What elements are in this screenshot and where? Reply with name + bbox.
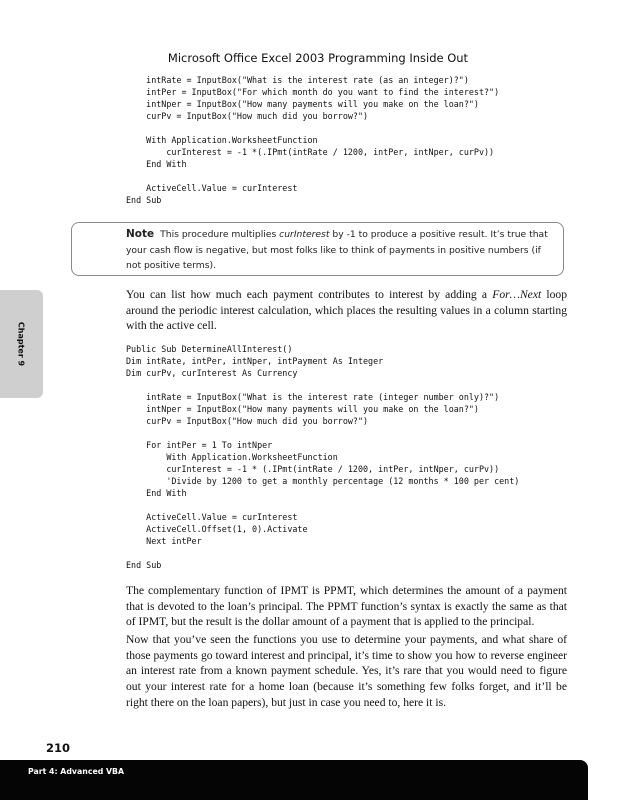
page-number: 210 bbox=[46, 741, 71, 755]
footer-part-label: Part 4: Advanced VBA bbox=[28, 767, 125, 776]
paragraph-for-next-before: You can list how much each payment contributes to interest by adding a bbox=[126, 288, 493, 301]
paragraph-ppmt: The complementary function of IPMT is PPMT, which determines the amount of a payment that is devoted to the loan’s principal. The PPMT function’s syntax is exactly the same as that of IPMT, but the result is the dollar amount of a payment that is applied to the principal. bbox=[126, 584, 567, 629]
chapter-tab-label: Chapter 9 bbox=[16, 321, 26, 367]
code-block-determine-all-interest: Public Sub DetermineAllInterest() Dim intRate, intPer, intNper, intPayment As Integer Dim curPv, curInterest As Currency intRate = InputBox("What is the interest rate (integer number only)?") intNper = InputBox("How many payments will you make on the loan?") curPv = InputBox("How much did you borrow?") For intPer = 1 To intNper With Application.WorksheetFunction curInterest = -1 * (.IPmt(intRate / 1200, intPer, intNper, curPv)) 'Divide by 1200 to get a monthly percentage (12 months * 100 per cent) End With ActiveCell.Value = curInterest ActiveCell.Offset(1, 0).Activate Next intPer End Sub bbox=[126, 344, 520, 570]
note-text-after: by -1 to produce a positive result. It’s true that your cash flow is negative, but most folks like to think of payments in positive numbers (if not positive terms). bbox=[126, 229, 548, 271]
paragraph-for-next-italic: For…Next bbox=[492, 288, 542, 301]
note-label: Note bbox=[126, 228, 155, 240]
footer-bar bbox=[0, 760, 588, 800]
note-text bbox=[126, 227, 558, 274]
paragraph-for-next bbox=[126, 287, 567, 334]
paragraph-for-next-after: loop around the periodic interest calculation, which places the resulting values in a column starting with the active cell. bbox=[126, 288, 567, 333]
paragraph-reverse-engineer: Now that you’ve seen the functions you use to determine your payments, and what share of those payments go toward interest and principal, it’s time to show you how to reverse engineer an interest rate from a known payment schedule. Yes, it’s rare that you would need to figure out your interest rate for a home loan (because it’s something few folks forget, and it’ll be right there on the loan papers), but just in case you need to, here it is. bbox=[126, 633, 567, 709]
note-italic-term: curInterest bbox=[279, 229, 330, 240]
running-header: Microsoft Office Excel 2003 Programming Inside Out bbox=[167, 51, 469, 65]
code-block-ipmt-end: intRate = InputBox("What is the interest rate (as an integer)?") intPer = InputBox("For which month do you want to find the interest?") intNper = InputBox("How many payments will you make on the loan?") curPv = InputBox("How much did you borrow?") With Application.WorksheetFunction curInterest = -1 *(.IPmt(intRate / 1200, intPer, intNper, curPv)) End With ActiveCell.Value = curInterest End Sub bbox=[126, 75, 500, 205]
note-text-before: This procedure multiplies bbox=[160, 229, 280, 240]
